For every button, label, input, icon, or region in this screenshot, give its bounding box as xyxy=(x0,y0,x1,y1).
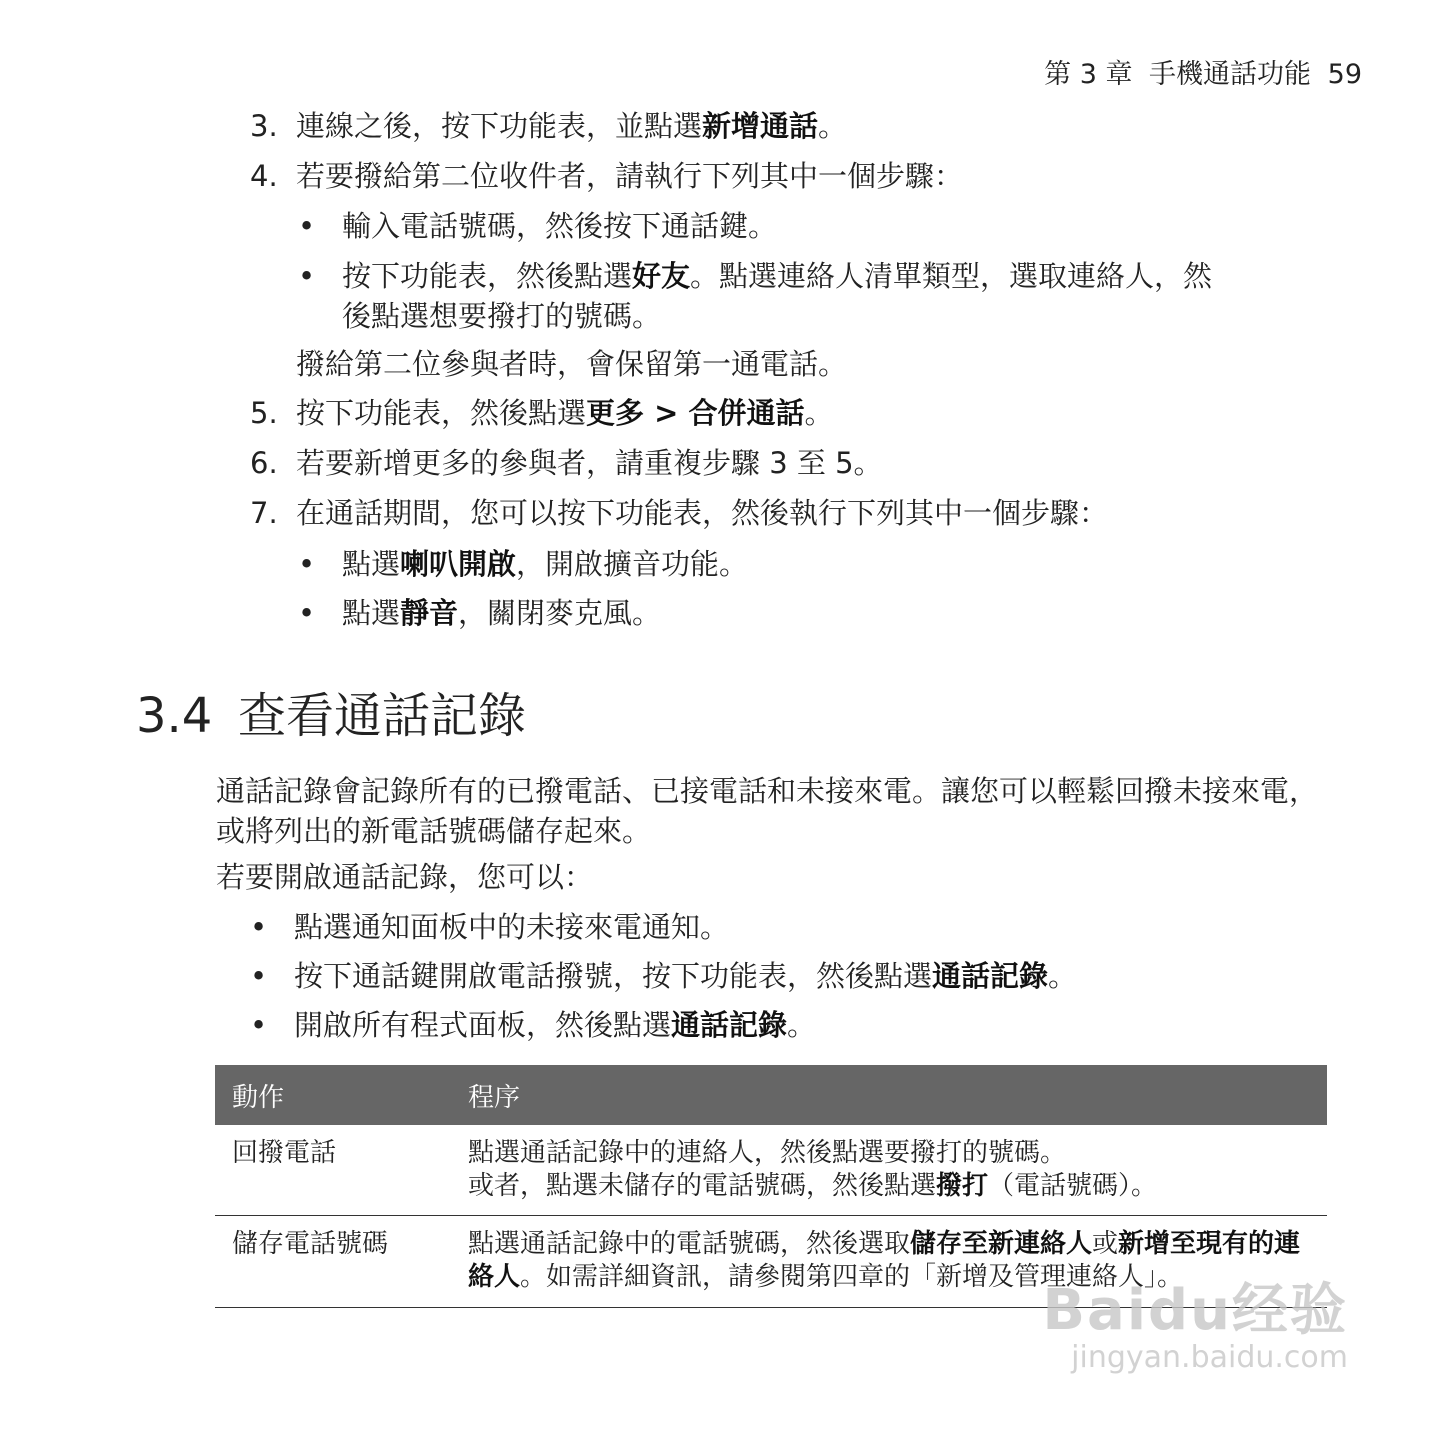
section-number: 3.4 xyxy=(136,688,213,744)
row-procedure: 點選通話記錄中的電話號碼，然後選取儲存至新連絡人或新增至現有的連絡人。如需詳細資訊，請參閱第四章的「新增及管理連絡人」。 xyxy=(468,1229,1301,1292)
row-action: 儲存電話號碼 xyxy=(232,1229,389,1259)
bullet-icon: • xyxy=(298,209,316,243)
intro-paragraph: 通話記錄會記錄所有的已撥電話、已接電話和未接來電。讓您可以輕鬆回撥未接來電，或將列出的新電話號碼儲存起來。 xyxy=(216,774,1319,848)
header-procedure: 程序 xyxy=(468,1083,521,1113)
step-5: 5. 按下功能表，然後點選更多 > 合併通話。 xyxy=(250,396,834,430)
bullet-icon: • xyxy=(298,259,316,293)
intro-lead: 若要開啟通話記錄，您可以： xyxy=(216,860,594,894)
chapter-title: 手機通話功能 xyxy=(1149,59,1312,90)
table-header xyxy=(215,1065,1327,1125)
row-procedure: 點選通話記錄中的連絡人，然後點選要撥打的號碼。 或者，點選未儲存的電話號碼，然後點選撥打（電話號碼）。 xyxy=(468,1138,1158,1201)
step-4: 4. 若要撥給第二位收件者，請執行下列其中一個步驟： xyxy=(250,159,964,193)
step-6: 6. 若要新增更多的參與者，請重複步驟 3 至 5。 xyxy=(250,446,883,480)
step-3: 3. 連線之後，按下功能表，並點選新增通話。 xyxy=(250,109,848,143)
bullet-icon: • xyxy=(250,959,268,993)
chapter-label: 第 3 章 xyxy=(1044,59,1133,90)
section-heading xyxy=(136,684,526,748)
watermark-url: jingyan.baidu.com xyxy=(1071,1340,1348,1375)
watermark-logo: Baidu经验 xyxy=(1042,1278,1348,1343)
page-number: 59 xyxy=(1327,59,1362,90)
running-header xyxy=(1036,52,1362,91)
row-action: 回撥電話 xyxy=(232,1138,337,1168)
bullet-icon: • xyxy=(250,1008,268,1042)
bullet-icon: • xyxy=(298,596,316,630)
header-action: 動作 xyxy=(232,1083,285,1113)
bullet-icon: • xyxy=(250,910,268,944)
section-title: 查看通話記錄 xyxy=(238,688,527,744)
step-4-note: 撥給第二位參與者時，會保留第一通電話。 xyxy=(296,347,848,381)
step-7: 7. 在通話期間，您可以按下功能表，然後執行下列其中一個步驟： xyxy=(250,496,1109,530)
bullet-icon: • xyxy=(298,547,316,581)
table-row xyxy=(215,1125,1327,1216)
